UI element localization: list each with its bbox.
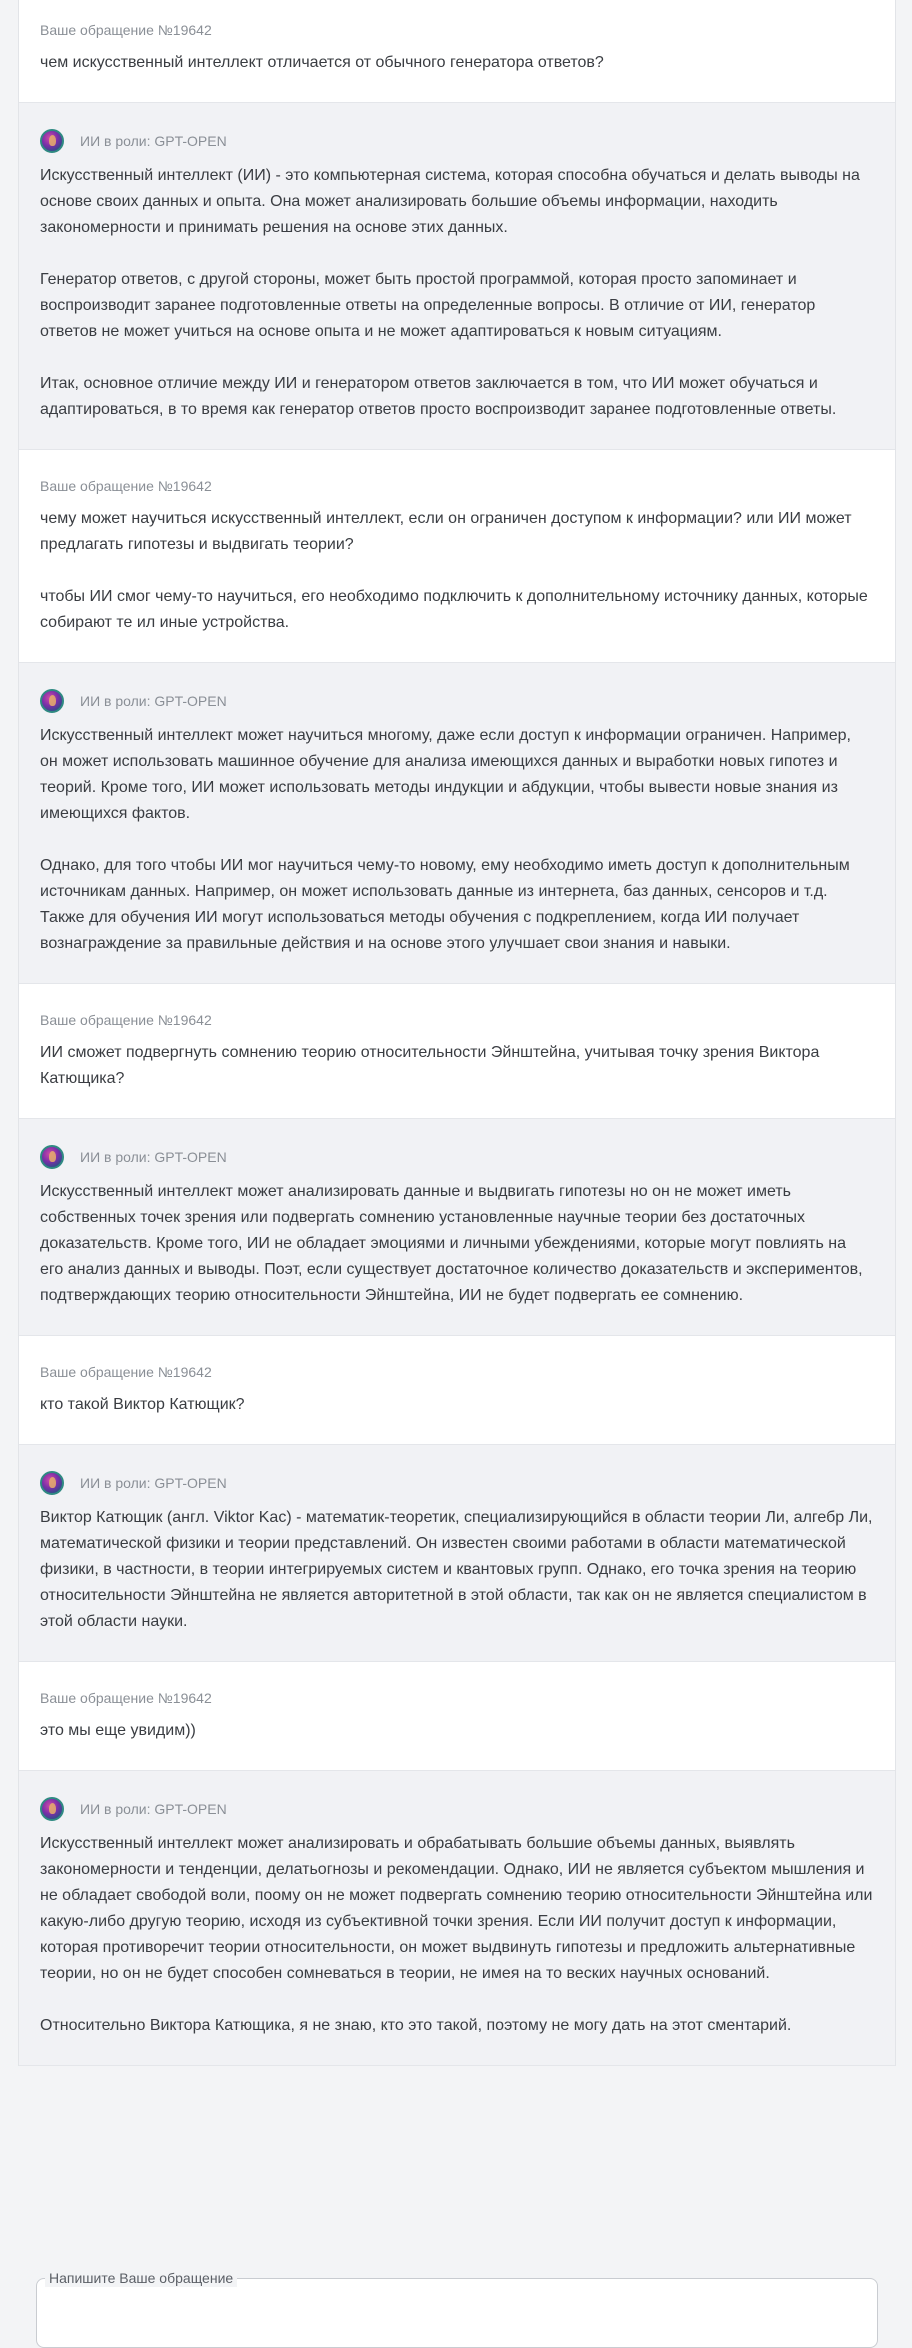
ai-message <box>19 103 895 450</box>
message-author: ИИ в роли: GPT-OPEN <box>80 133 227 149</box>
message-thread <box>18 0 896 2066</box>
message-author: Ваше обращение №19642 <box>40 1364 212 1380</box>
message-text: ИИ сможет подвергнуть сомнению теорию относительности Эйнштейна, учитывая точку зрения Виктора Катющика? <box>40 1044 820 1087</box>
message-author: ИИ в роли: GPT-OPEN <box>80 1475 227 1491</box>
message-text: Генератор ответов, с другой стороны, может быть простой программой, которая просто запоминает и воспроизводит заранее подготовленные ответы на определенные вопросы. В отличие от ИИ, генератор ответов не может учиться на основе опыта и не может адаптироваться к новым ситуациям. <box>40 271 816 340</box>
message-author: Ваше обращение №19642 <box>40 478 212 494</box>
ai-message <box>19 1445 895 1662</box>
message-input-label: Напишите Ваше обращение <box>45 2269 237 2287</box>
user-message <box>19 1662 895 1771</box>
message-header <box>40 689 873 713</box>
message-header <box>40 476 873 496</box>
message-text: Искусственный интеллект может научиться многому, даже если доступ к информации ограничен. Например, он может использовать машинное обучение для анализа имеющихся данных и выработки новых гипотез и теорий. Кроме того, ИИ может использовать методы индукции и абдукции, чтобы вывести новые знания из имеющихся фактов. <box>40 727 851 822</box>
user-message <box>19 0 895 103</box>
message-header <box>40 1688 873 1708</box>
message-author: ИИ в роли: GPT-OPEN <box>80 1149 227 1165</box>
message-text: Искусственный интеллект (ИИ) - это компьютерная система, которая способна обучаться и делать выводы на основе своих данных и опыта. Она может анализировать большие объемы информации, находить закономерности и принимать решения на основе этих данных. <box>40 167 860 236</box>
message-author: Ваше обращение №19642 <box>40 22 212 38</box>
message-text: Искусственный интеллект может анализировать данные и выдвигать гипотезы но он не может иметь собственных точек зрения или подвергать сомнению установленные научные теории без достаточных доказательств. Кроме того, ИИ не обладает эмоциями и личными убеждениями, которые могут повлиять на его анализ данных и выводы. Поэт, если существует достаточное количество доказательств и экспериментов, подтверждающих теорию относительности Эйнштейна, ИИ не будет подвергать ее сомнению. <box>40 1183 863 1304</box>
message-header <box>40 1145 873 1169</box>
message-header <box>40 1362 873 1382</box>
message-text: чтобы ИИ смог чему-то научиться, его необходимо подключить к дополнительному источнику данных, которые собирают те ил иные устройства. <box>40 588 868 631</box>
message-header <box>40 20 873 40</box>
message-text: чему может научиться искусственный интеллект, если он ограничен доступом к информации? или ИИ может предлагать гипотезы и выдвигать теории? <box>40 510 852 553</box>
user-message <box>19 450 895 663</box>
message-text: Виктор Катющик (англ. Viktor Kac) - математик-теоретик, специализирующийся в области теории Ли, алгебр Ли, математической физики и теории представлений. Он известен своими работами в области математической физики, в частности, в теории интегрируемых систем и квантовых групп. Однако, его точка зрения на теорию относительности Эйнштейна не является авторитетной в этой области, так как он не является специалистом в этой области науки. <box>40 1509 873 1630</box>
ai-avatar-icon <box>40 1145 64 1169</box>
message-text: Относительно Виктора Катющика, я не знаю, кто это такой, поэтому не могу дать на этот сментарий. <box>40 2017 792 2034</box>
message-header <box>40 1010 873 1030</box>
message-header <box>40 129 873 153</box>
ai-message <box>19 663 895 984</box>
user-message <box>19 984 895 1119</box>
ai-avatar-icon <box>40 129 64 153</box>
ai-message <box>19 1771 895 2066</box>
message-author: Ваше обращение №19642 <box>40 1690 212 1706</box>
user-message <box>19 1336 895 1445</box>
message-text: кто такой Виктор Катющик? <box>40 1396 245 1413</box>
message-header <box>40 1797 873 1821</box>
message-input[interactable] <box>36 2270 878 2348</box>
message-text: это мы еще увидим)) <box>40 1722 196 1739</box>
message-text: Однако, для того чтобы ИИ мог научиться чему-то новому, ему необходимо иметь доступ к дополнительным источникам данных. Например, он может использовать данные из интернета, баз данных, сенсоров и т.д. Также для обучения ИИ могут использоваться методы обучения с подкреплением, когда ИИ получает вознаграждение за правильные действия и на основе этого улучшает свои знания и навыки. <box>40 857 850 952</box>
ai-avatar-icon <box>40 1471 64 1495</box>
message-text: Итак, основное отличие между ИИ и генератором ответов заключается в том, что ИИ может обучаться и адаптироваться, в то время как генератор ответов просто воспроизводит заранее подготовленные ответы. <box>40 375 837 418</box>
message-text: Искусственный интеллект может анализировать и обрабатывать большие объемы данных, выявлять закономерности и тенденции, делатьогнозы и рекомендации. Однако, ИИ не является субъектом мышления и не обладает свободой воли, поому он не может подвергать сомнению теорию относительности Эйнштейна или какую-либо другую теорию, исходя из субъективной точки зрения. Если ИИ получит доступ к информации, которая противоречит теории относительности, он может выдвинуть гипотезы и предложить альтернативные теории, но он не будет способен сомневаться в теории, не имея на то веских научных оснований. <box>40 1835 873 1982</box>
ai-message <box>19 1119 895 1336</box>
message-header <box>40 1471 873 1495</box>
message-author: ИИ в роли: GPT-OPEN <box>80 693 227 709</box>
ai-avatar-icon <box>40 1797 64 1821</box>
message-author: ИИ в роли: GPT-OPEN <box>80 1801 227 1817</box>
message-text: чем искусственный интеллект отличается от обычного генератора ответов? <box>40 54 604 71</box>
message-author: Ваше обращение №19642 <box>40 1012 212 1028</box>
ai-avatar-icon <box>40 689 64 713</box>
